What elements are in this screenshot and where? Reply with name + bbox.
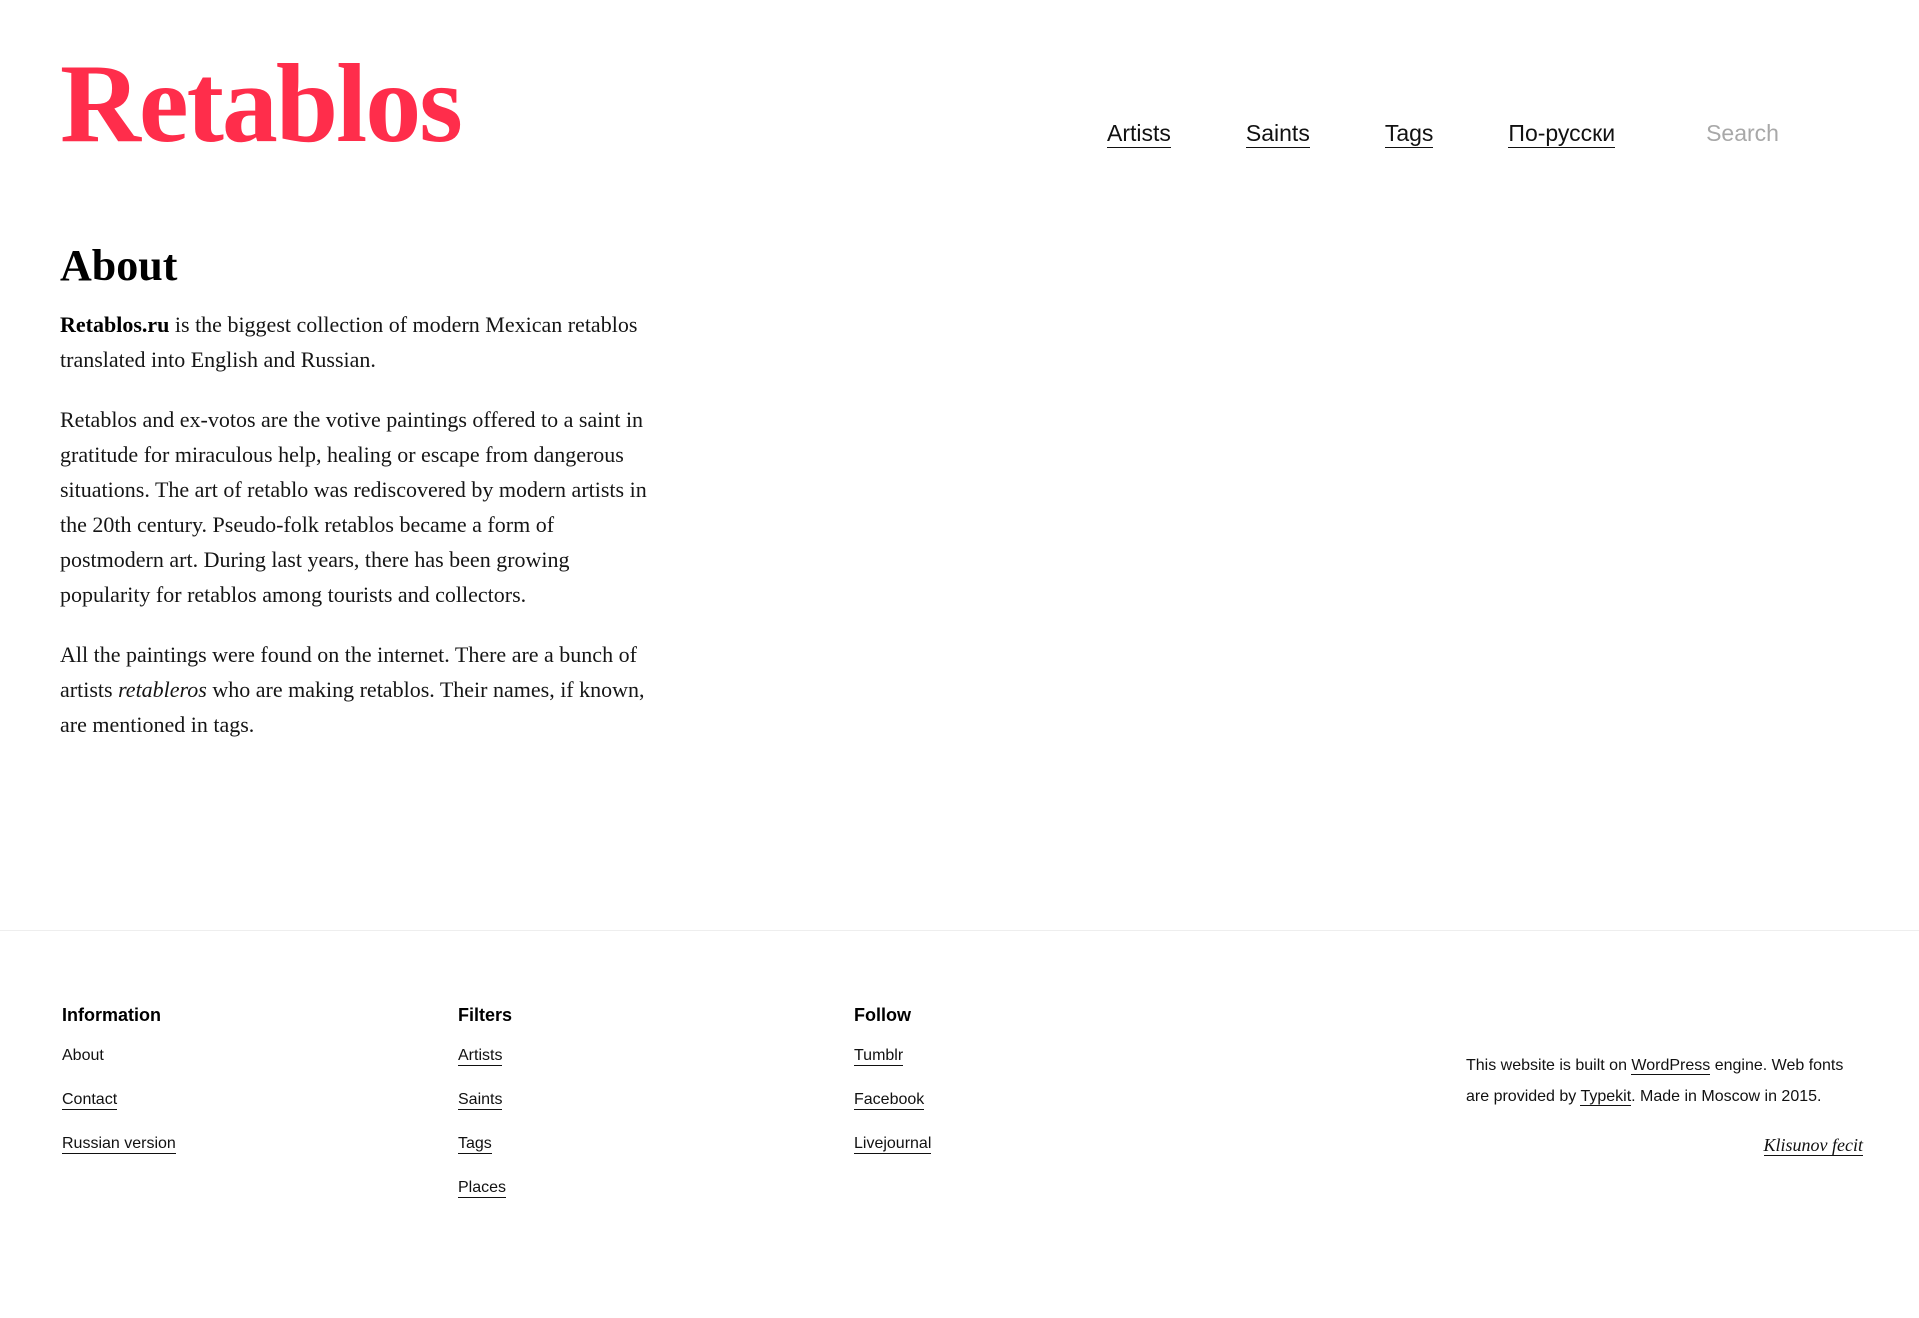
list-item [854, 1044, 931, 1068]
footer-link-artists[interactable]: Artists [458, 1047, 503, 1064]
footer-divider [0, 930, 1919, 931]
description-paragraph: Retablos and ex-votos are the votive paintings offered to a saint in gratitude for miraculous help, healing or escape from dangerous situations. The art of retablo was rediscovered by modern artists in the 20th century. Pseudo-folk retablos became a form of postmodern art. During last years, there has been growing popularity for retablos among tourists and collectors. [60, 406, 647, 607]
list-item [458, 1176, 512, 1200]
footer-link-tumblr[interactable]: Tumblr [854, 1047, 904, 1064]
follow-list [854, 1044, 931, 1156]
footer-filters [458, 1005, 512, 1220]
nav-tags[interactable]: Tags [1385, 121, 1434, 148]
list-item [458, 1044, 512, 1068]
nav-saints[interactable]: Saints [1246, 121, 1310, 148]
footer-follow [854, 1005, 931, 1176]
source-text-2: who are making retablos. Their names, if known, are mentioned in tags. [60, 676, 645, 737]
main-nav [1107, 120, 1856, 148]
footer-heading-follow: Follow [854, 1005, 911, 1025]
page-title: About [60, 241, 178, 290]
footer-information [62, 1005, 176, 1176]
list-item [854, 1132, 931, 1156]
retableros-term: retableros [118, 676, 207, 702]
footer-link-places[interactable]: Places [458, 1179, 507, 1196]
information-list [62, 1044, 176, 1156]
list-item [62, 1044, 176, 1068]
credits-text-2: engine. Web fonts are provided by [1466, 1057, 1844, 1105]
list-item [458, 1132, 512, 1156]
footer-heading-filters: Filters [458, 1005, 513, 1025]
typekit-link[interactable]: Typekit [1580, 1088, 1632, 1105]
list-item [62, 1132, 176, 1156]
author-credit [1700, 1135, 1863, 1156]
footer-link-facebook[interactable]: Facebook [854, 1091, 925, 1108]
intro-paragraph [60, 307, 660, 377]
site-credits [1466, 1050, 1863, 1112]
list-item [854, 1088, 931, 1112]
intro-text: is the biggest collection of modern Mexican retablos translated into English and Russian. [60, 311, 638, 372]
site-logo[interactable]: Retablos [60, 42, 461, 166]
nav-artists[interactable]: Artists [1107, 121, 1171, 148]
footer-link-tags[interactable]: Tags [458, 1135, 492, 1152]
nav-russian[interactable]: По-русски [1508, 121, 1615, 148]
wordpress-link[interactable]: WordPress [1631, 1057, 1711, 1074]
footer-link-russian-version[interactable]: Russian version [62, 1135, 176, 1152]
footer-link-contact[interactable]: Contact [62, 1091, 118, 1108]
source-text-1: All the paintings were found on the internet. There are a bunch of artists [60, 641, 637, 702]
site-name: Retablos.ru [60, 311, 170, 337]
credits-text-3: . Made in Moscow in 2015. [1631, 1088, 1822, 1105]
footer-heading-information: Information [62, 1005, 161, 1025]
footer-link-saints[interactable]: Saints [458, 1091, 503, 1108]
footer-link-about[interactable]: About [62, 1047, 104, 1064]
author-link[interactable]: Klisunov fecit [1763, 1135, 1863, 1155]
credits-text-1: This website is built on [1466, 1057, 1632, 1074]
source-paragraph [60, 637, 660, 742]
list-item [62, 1088, 176, 1112]
filters-list [458, 1044, 512, 1200]
footer-link-livejournal[interactable]: Livejournal [854, 1135, 932, 1152]
search-input[interactable] [1706, 120, 1856, 147]
about-content [60, 240, 660, 767]
list-item [458, 1088, 512, 1112]
